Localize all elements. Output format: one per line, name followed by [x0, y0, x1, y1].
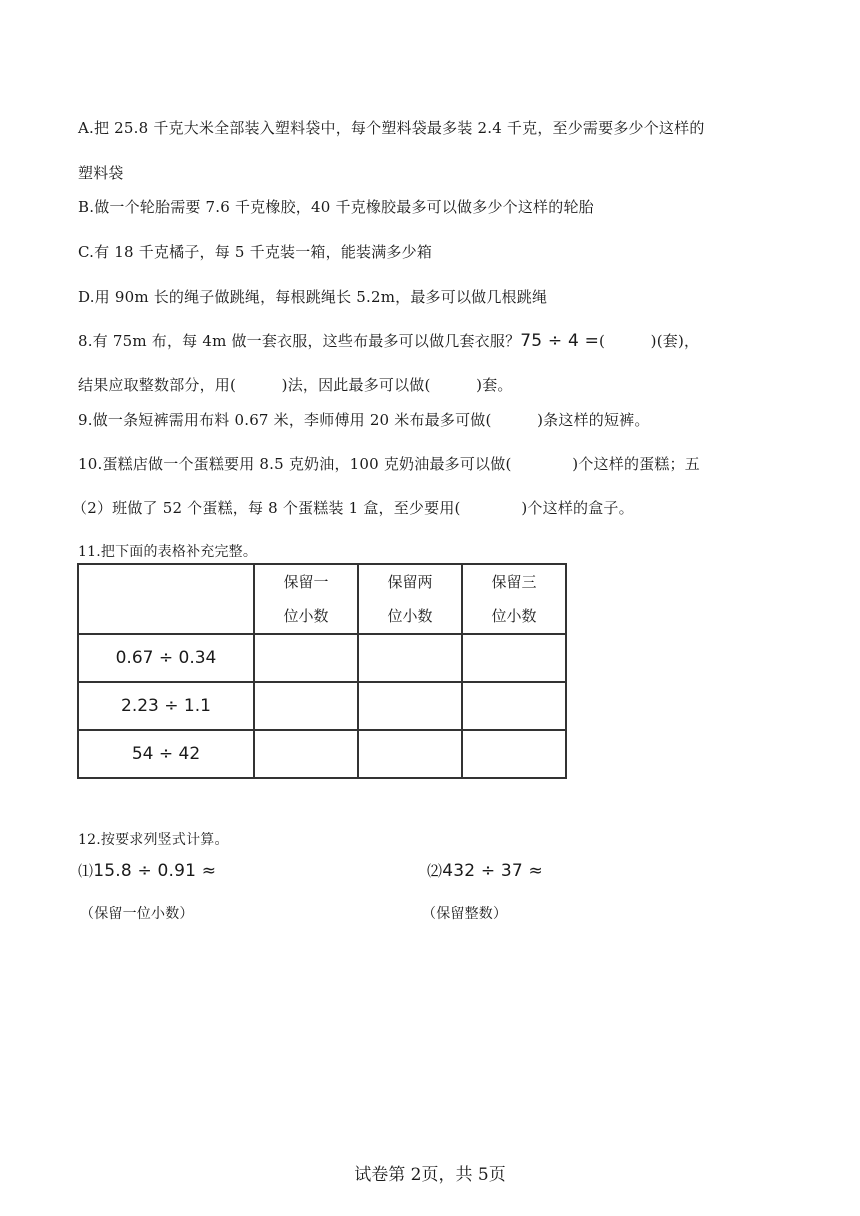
table-row	[78, 730, 566, 778]
question-8-line2: 结果应取整数部分，用( )法，因此最多可以做( )套。	[78, 376, 513, 394]
question-8-expression: 75 ÷ 4 =	[520, 331, 600, 351]
question-11: 11.把下面的表格补充完整。	[78, 544, 258, 560]
question-12-2-expression: 432 ÷ 37 ≈	[442, 861, 543, 881]
page-footer: 试卷第 2页，共 5页	[354, 1165, 506, 1185]
table-answer-cell[interactable]	[254, 730, 358, 778]
question-12-1-label: ⑴	[78, 862, 94, 880]
table-header-row	[78, 564, 566, 634]
question-12-1-expression: 15.8 ÷ 0.91 ≈	[93, 861, 217, 881]
table-header-cell: 保留两 位小数	[358, 564, 462, 634]
table-row	[78, 634, 566, 682]
option-a-line1: A.把 25.8 千克大米全部装入塑料袋中，每个塑料袋最多装 2.4 千克，至少需要多少个这样的	[78, 119, 705, 137]
question-9: 9.做一条短裤需用布料 0.67 米，李师傅用 20 米布最多可做( )条这样的短裤。	[78, 411, 650, 429]
rounding-table	[77, 563, 567, 779]
question-10-line1: 10.蛋糕店做一个蛋糕要用 8.5 克奶油，100 克奶油最多可以做( )个这样的蛋糕；五	[78, 455, 700, 473]
table-answer-cell[interactable]	[358, 730, 462, 778]
table-answer-cell[interactable]	[462, 634, 566, 682]
table-answer-cell[interactable]	[462, 730, 566, 778]
table-answer-cell[interactable]	[358, 682, 462, 730]
option-d: D.用 90m 长的绳子做跳绳，每根跳绳长 5.2m，最多可以做几根跳绳	[78, 288, 548, 306]
option-b: B.做一个轮胎需要 7.6 千克橡胶，40 千克橡胶最多可以做多少个这样的轮胎	[78, 198, 594, 216]
table-header-cell: 保留三 位小数	[462, 564, 566, 634]
table-answer-cell[interactable]	[462, 682, 566, 730]
question-12-2-note: （保留整数）	[422, 906, 508, 922]
table-corner-cell	[78, 564, 254, 634]
option-c: C.有 18 千克橘子，每 5 千克装一箱，能装满多少箱	[78, 243, 433, 261]
question-12: 12.按要求列竖式计算。	[78, 832, 229, 848]
question-8-line1	[78, 330, 699, 351]
option-a-line2: 塑料袋	[78, 164, 124, 182]
question-12-1-note: （保留一位小数）	[80, 906, 194, 922]
table-row	[78, 682, 566, 730]
table-row-label: 54 ÷ 42	[78, 730, 254, 778]
question-12-1	[78, 860, 216, 881]
table-answer-cell[interactable]	[254, 682, 358, 730]
table-answer-cell[interactable]	[358, 634, 462, 682]
table-header-cell: 保留一 位小数	[254, 564, 358, 634]
question-8-text: 8.有 75m 布，每 4m 做一套衣服，这些布最多可以做几套衣服？	[78, 332, 521, 350]
table-answer-cell[interactable]	[254, 634, 358, 682]
table-row-label: 2.23 ÷ 1.1	[78, 682, 254, 730]
table-row-label: 0.67 ÷ 0.34	[78, 634, 254, 682]
question-12-2-label: ⑵	[427, 862, 443, 880]
question-8-answer-blank: ( )(套)，	[599, 332, 700, 350]
question-12-2	[427, 860, 543, 881]
question-10-line2: （2）班做了 52 个蛋糕，每 8 个蛋糕装 1 盒，至少要用( )个这样的盒子。	[72, 499, 634, 517]
